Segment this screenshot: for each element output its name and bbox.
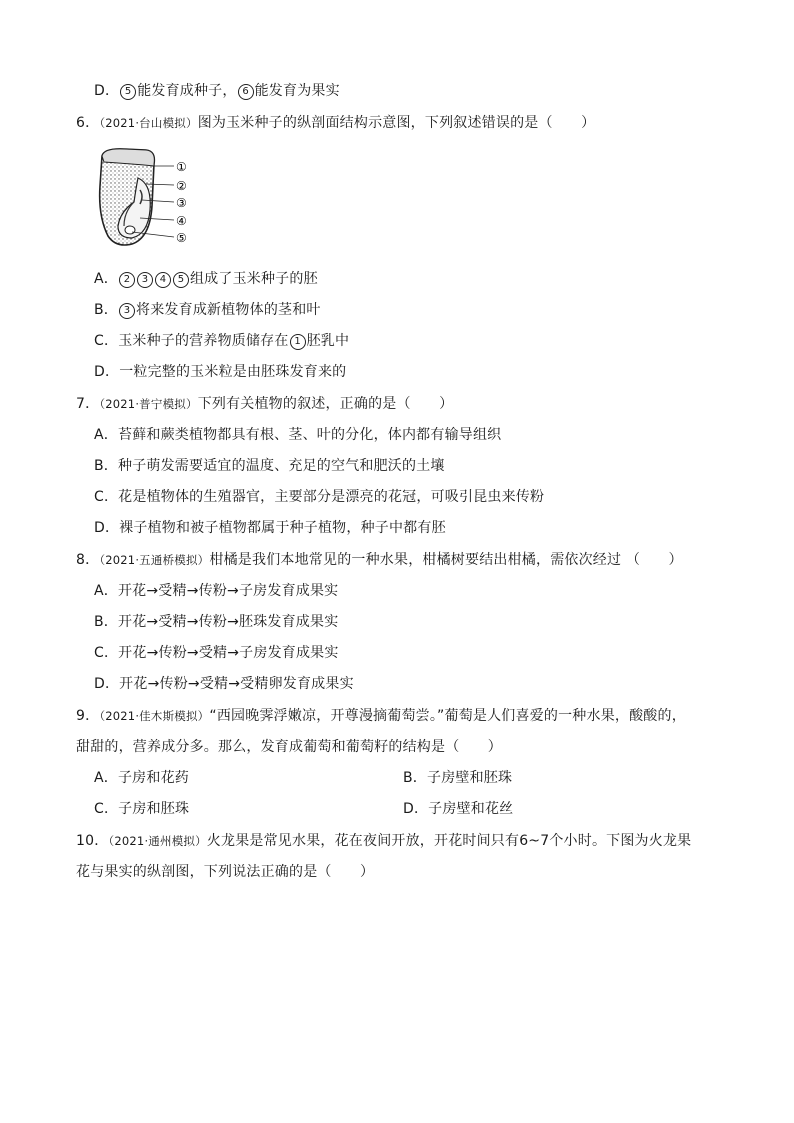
circled-number: 1 (290, 334, 306, 350)
corn-seed-diagram (94, 146, 204, 250)
q6-option-b (94, 301, 321, 319)
question-number: 10． (76, 833, 109, 849)
q7-option-d: D．裸子植物和被子植物都属于种子植物，种子中都有胚 (94, 520, 446, 536)
option-letter: C． (94, 333, 119, 349)
q8-stem (76, 551, 683, 569)
option-text: 胚乳中 (306, 333, 350, 349)
figure-label-5: ⑤ (176, 231, 187, 245)
q6-option-c (94, 332, 349, 350)
circled-number: 3 (137, 272, 153, 288)
option-letter: D． (94, 364, 120, 380)
question-source: （2021·佳木斯模拟） (99, 709, 210, 723)
question-source: （2021·台山模拟） (99, 116, 198, 130)
option-text: 一粒完整的玉米粒是由胚珠发育来的 (119, 364, 347, 380)
question-text: “西园晚霁浮嫩凉，开尊漫摘葡萄尝。”葡萄是人们喜爱的一种水果，酸酸的， (209, 708, 686, 724)
q9-option-b: B．子房壁和胚珠 (403, 770, 513, 786)
figure-label-3: ③ (176, 196, 187, 210)
option-letter: B． (94, 302, 119, 318)
figure-label-4: ④ (176, 214, 187, 228)
question-text: 火龙果是常见水果，花在夜间开放，开花时间只有6~7个小时。下图为火龙果 (206, 833, 692, 849)
q8-option-a: A．开花→受精→传粉→子房发育成果实 (94, 583, 339, 599)
circled-number: 6 (238, 84, 254, 100)
q10-stem (76, 832, 691, 850)
q9-stem (76, 707, 686, 725)
q8-option-d: D．开花→传粉→受精→受精卵发育成果实 (94, 676, 354, 692)
option-letter: D． (94, 83, 120, 99)
option-text: 组成了玉米种子的胚 (189, 271, 318, 287)
q7-stem (76, 395, 453, 413)
option-text: 能发育成种子， (137, 83, 237, 99)
question-number: 7． (76, 396, 100, 412)
question-source: （2021·通州模拟） (108, 834, 207, 848)
option-text: 玉米种子的营养物质储存在 (118, 333, 289, 349)
q5-option-d (94, 82, 340, 100)
circled-number: 4 (155, 272, 171, 288)
q6-stem (76, 114, 595, 132)
q9-option-c: C．子房和胚珠 (94, 801, 190, 817)
question-text: 下列有关植物的叙述，正确的是（ ） (197, 396, 454, 412)
question-number: 9． (76, 708, 100, 724)
question-text: 柑橘是我们本地常见的一种水果，柑橘树要结出柑橘，需依次经过 （ ） (209, 552, 683, 568)
q7-option-a: A．苔藓和蕨类植物都具有根、茎、叶的分化，体内都有输导组织 (94, 427, 502, 443)
question-source: （2021·普宁模拟） (99, 397, 198, 411)
q9-option-a: A．子房和花药 (94, 770, 189, 786)
option-text: 将来发育成新植物体的茎和叶 (136, 302, 321, 318)
circled-number: 5 (173, 272, 189, 288)
q6-option-d (94, 363, 346, 381)
q7-option-c: C．花是植物体的生殖器官，主要部分是漂亮的花冠，可吸引昆虫来传粉 (94, 489, 545, 505)
question-source: （2021·五通桥模拟） (99, 553, 210, 567)
q9-stem-continued: 甜甜的，营养成分多。那么，发育成葡萄和葡萄籽的结构是（ ） (76, 739, 502, 755)
circled-number: 5 (120, 84, 136, 100)
q9-option-d: D．子房壁和花丝 (403, 801, 514, 817)
q10-stem-continued: 花与果实的纵剖图，下列说法正确的是（ ） (76, 864, 375, 880)
q7-option-b: B．种子萌发需要适宜的温度、充足的空气和肥沃的土壤 (94, 458, 445, 474)
q6-option-a (94, 270, 318, 288)
circled-number: 2 (119, 272, 135, 288)
q8-option-c: C．开花→传粉→受精→子房发育成果实 (94, 645, 339, 661)
question-text: 图为玉米种子的纵剖面结构示意图，下列叙述错误的是（ ） (197, 115, 596, 131)
option-letter: A． (94, 271, 118, 287)
figure-label-2: ② (176, 179, 187, 193)
question-number: 8． (76, 552, 100, 568)
option-text: 能发育为果实 (254, 83, 340, 99)
circled-number: 3 (119, 303, 135, 319)
figure-label-1: ① (176, 160, 187, 174)
question-number: 6． (76, 115, 100, 131)
q8-option-b: B．开花→受精→传粉→胚珠发育成果实 (94, 614, 339, 630)
